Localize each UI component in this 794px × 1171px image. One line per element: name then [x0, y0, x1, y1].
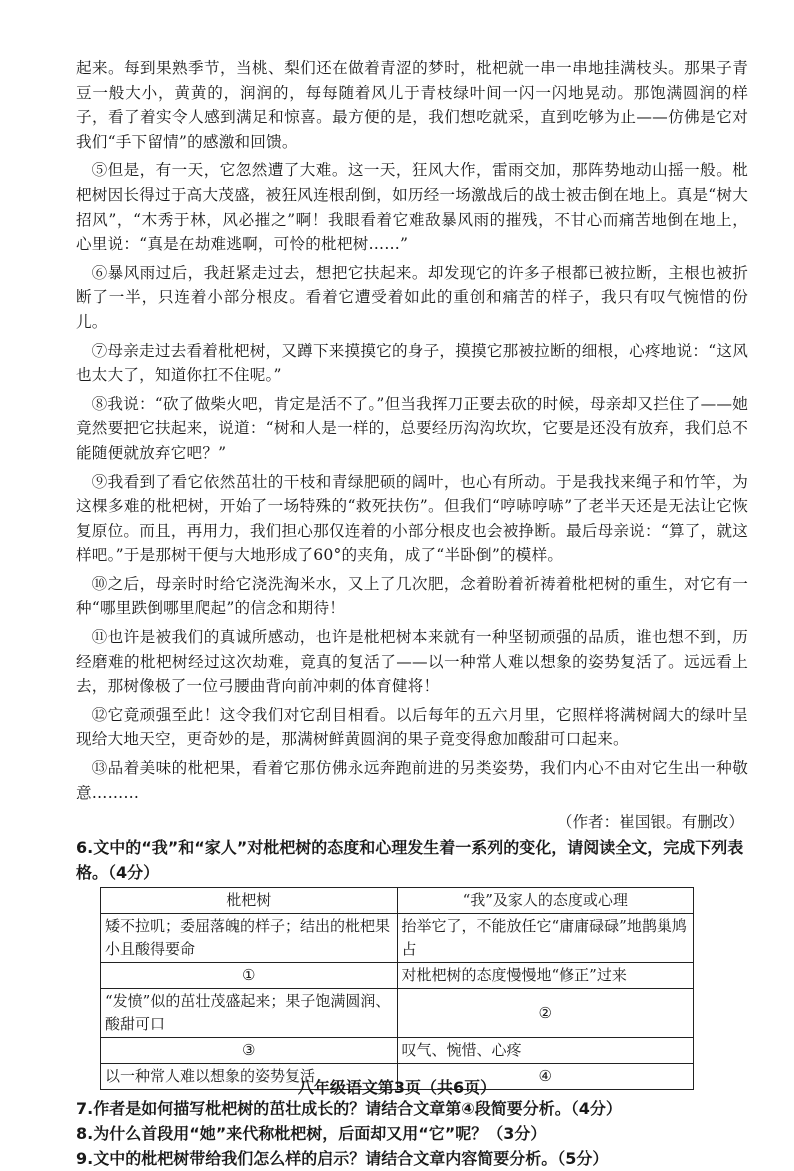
question-8-text: 为什么首段用“她”来代称枇杷树，后面却又用“它”呢？ — [93, 1124, 488, 1144]
question-7-text: 作者是如何描写枇杷树的茁壮成长的？请结合文章第④段简要分析。 — [93, 1099, 571, 1119]
paragraph-12: ⑫它竟顽强至此！这令我们对它刮目相看。以后每年的五六月里，它照样将满树阔大的绿叶呈现给大地天空，更奇妙的是，那满树鲜黄圆润的果子竟变得愈加酸甜可口起来。 — [76, 705, 748, 749]
table-cell: “发愤”似的茁壮茂盛起来；果子饱满圆润、酸甜可口 — [101, 989, 398, 1038]
question-8-number: 8. — [76, 1124, 94, 1144]
paragraph-5: ⑤但是，有一天，它忽然遭了大难。这一天，狂风大作，雷雨交加，那阵势地动山摇一般。枇杷树因长得过于高大茂盛，被狂风连根刮倒，如历经一场激战后的战士被击倒在地上。真是“树大招风”，“木秀于林，风必摧之”啊！我眼看着它难敌暴风雨的摧残，不甘心而痛苦地倒在地上，心里说：“真是在劫难逃啊，可怜的枇杷树……” — [76, 161, 748, 254]
question-8 — [76, 1121, 748, 1146]
question-6 — [76, 835, 748, 885]
reading-passage — [76, 56, 748, 1171]
table-cell: 叹气、惋惜、心疼 — [397, 1038, 694, 1064]
paragraph-6: ⑥暴风雨过后，我赶紧走过去，想把它扶起来。却发现它的许多子根都已被拉断，主根也被折断了一半，只连着小部分根皮。看着它遭受着如此的重创和痛苦的样子，我只有叹气惋惜的份儿。 — [76, 263, 748, 331]
table-cell: 矮不拉叽；委屈落魄的样子；结出的枇杷果小且酸得要命 — [101, 914, 398, 963]
table-cell: 对枇杷树的态度慢慢地“修正”过来 — [397, 963, 694, 989]
table-header-tree: 枇杷树 — [101, 888, 398, 914]
table-row — [101, 1038, 694, 1064]
paragraph-11: ⑪也许是被我们的真诚所感动，也许是枇杷树本来就有一种坚韧顽强的品质，谁也想不到，历经磨难的枇杷树经过这次劫难，竟真的复活了——以一种常人难以想象的姿势复活了。远远看上去，那树像极了一位弓腰曲背向前冲刺的体育健将！ — [76, 628, 748, 696]
question-9-text: 文中的枇杷树带给我们怎么样的启示？请结合文章内容简要分析。 — [93, 1149, 558, 1169]
paragraph-10: ⑩之后，母亲时时给它浇洗淘米水，又上了几次肥，念着盼着祈祷着枇杷树的重生，对它有一种“哪里跌倒哪里爬起”的信念和期待！ — [76, 574, 748, 618]
question-9 — [76, 1146, 748, 1171]
question-8-score: （3分） — [487, 1124, 547, 1144]
table-row — [101, 914, 694, 963]
blank-4[interactable]: ④ — [397, 1064, 694, 1090]
blank-2[interactable]: ② — [397, 989, 694, 1038]
question-7-score: （4分） — [570, 1099, 622, 1119]
paragraph-4-continued: 起来。每到果熟季节，当桃、梨们还在做着青涩的梦时，枇杷就一串一串地挂满枝头。那果子青豆一般大小，黄黄的，润润的，每每随着风儿于青枝绿叶间一闪一闪地晃动。那饱满圆润的样子，看了着实令人感到满足和惊喜。最方便的是，我们想吃就采，直到吃够为止——仿佛是它对我们“手下留情”的感激和回馈。 — [76, 59, 748, 151]
paragraph-7: ⑦母亲走过去看着枇杷树，又蹲下来摸摸它的身子，摸摸它那被拉断的细根，心疼地说：“这风也太大了，知道你扛不住呢。” — [76, 341, 748, 385]
question-9-score: （5分） — [557, 1149, 609, 1169]
question-6-text: 文中的“我”和“家人”对枇杷树的态度和心理发生着一系列的变化，请阅读全文，完成下列表格。 — [76, 838, 744, 883]
answer-table — [100, 887, 694, 1090]
blank-1[interactable]: ① — [101, 963, 398, 989]
question-6-score: （4分） — [108, 863, 160, 883]
question-7 — [76, 1096, 748, 1121]
table-cell: 以一种常人难以想象的姿势复活 — [101, 1064, 398, 1090]
table-header-row — [101, 888, 694, 914]
author-note: （作者：崔国银。有删改） — [556, 813, 744, 832]
question-9-number: 9. — [76, 1149, 94, 1169]
blank-3[interactable]: ③ — [101, 1038, 398, 1064]
paragraph-13: ⑬品着美味的枇杷果，看着它那仿佛永远奔跑前进的另类姿势，我们内心不由对它生出一种敬意……… — [76, 759, 748, 802]
table-header-attitude: “我”及家人的态度或心理 — [397, 888, 694, 914]
table-cell: 抬举它了，不能放任它“庸庸碌碌”地鹊巢鸠占 — [397, 914, 694, 963]
table-row — [101, 963, 694, 989]
paragraph-8: ⑧我说：“砍了做柴火吧，肯定是活不了。”但当我挥刀正要去砍的时候，母亲却又拦住了——她竟然要把它扶起来，说道：“树和人是一样的，总要经历沟沟坎坎，它要是还没有放弃，我们总不能随便就放弃它吧？” — [76, 394, 748, 462]
paragraph-9: ⑨我看到了看它依然茁壮的干枝和青绿肥硕的阔叶，也心有所动。于是我找来绳子和竹竿，为这棵多难的枇杷树，开始了一场特殊的“救死扶伤”。但我们“哼哧哼哧”了老半天还是无法让它恢复原位。而且，再用力，我们担心那仅连着的小部分根皮也会被挣断。最后母亲说：“算了，就这样吧。”于是那树干便与大地形成了60°的夹角，成了“半卧倒”的模样。 — [76, 472, 748, 565]
table-row — [101, 989, 694, 1038]
page-footer: 八年级语文第3页（共6页） — [297, 1078, 497, 1097]
question-7-number: 7. — [76, 1099, 94, 1119]
question-6-number: 6. — [76, 838, 94, 858]
